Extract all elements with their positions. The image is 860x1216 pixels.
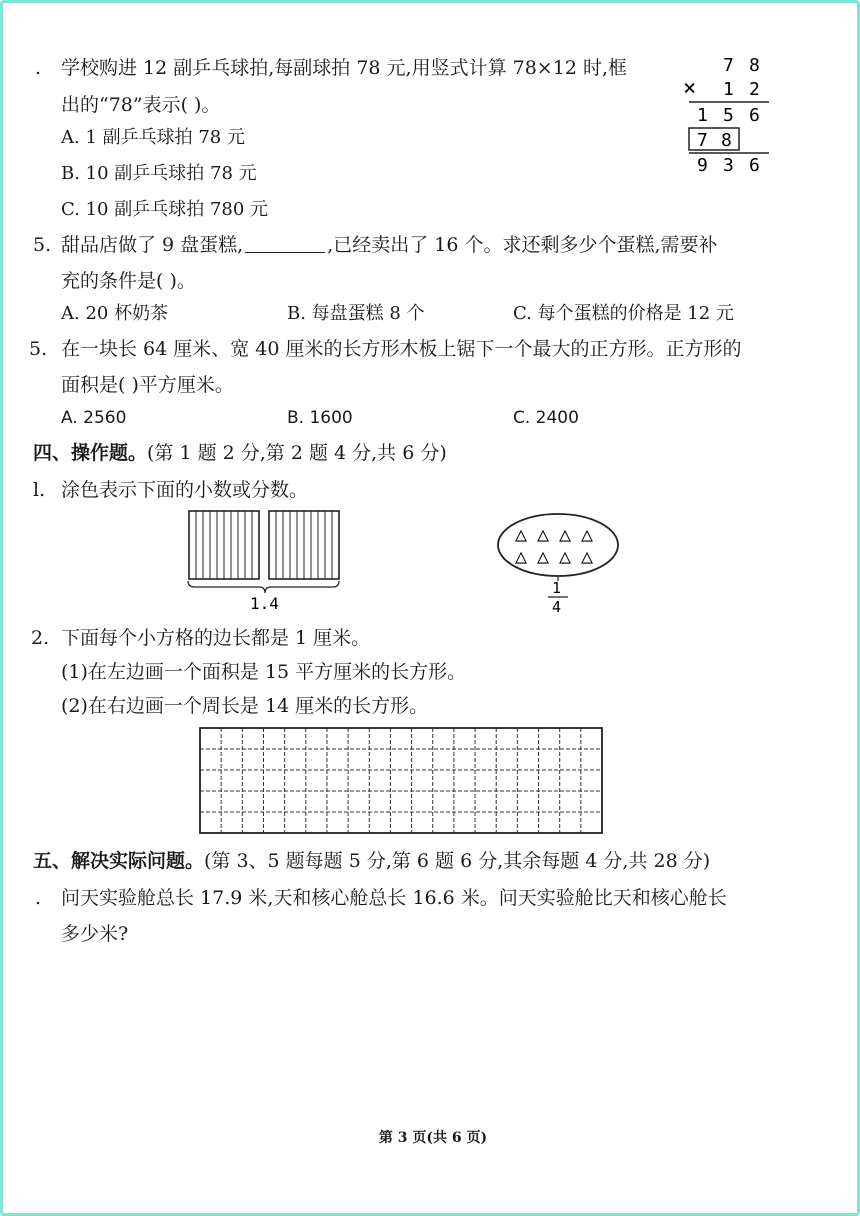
q4-option-b[interactable]: B. 10 副乒乓球拍 78 元: [61, 163, 257, 184]
q4-text-line2: 出的“78”表示( )。: [61, 94, 221, 116]
triangle-shape[interactable]: △: [515, 544, 528, 568]
calc-digit: 1: [723, 79, 734, 100]
triangle-shape[interactable]: △: [581, 522, 594, 546]
q5-text-line2: 充的条件是( )。: [61, 270, 196, 292]
triangle-shape[interactable]: △: [537, 522, 550, 546]
calc-digit: 5: [723, 105, 734, 126]
decimal-strips-figure[interactable]: [183, 509, 353, 615]
q5-option-b[interactable]: B. 每盘蛋糕 8 个: [287, 303, 425, 324]
q6-option-c[interactable]: C. 2400: [513, 408, 579, 428]
decimal-label: 1.4: [250, 594, 279, 613]
q4-text-line1: 学校购进 12 副乒乓球拍,每副球拍 78 元,用竖式计算 78×12 时,框: [61, 57, 627, 79]
calc-digit: 8: [721, 130, 732, 151]
q6-text-line2: 面积是( )平方厘米。: [61, 374, 234, 396]
q4-number: .: [35, 57, 42, 79]
section5-title: 五、解决实际问题。: [33, 850, 205, 872]
calc-digit: 2: [749, 79, 760, 100]
op2-number: 2.: [31, 627, 50, 649]
triangle-shape[interactable]: △: [559, 544, 572, 568]
op2-text: 下面每个小方格的边长都是 1 厘米。: [61, 627, 371, 649]
q6-option-a[interactable]: A. 2560: [61, 408, 127, 428]
triangle-group[interactable]: [515, 522, 593, 568]
square-grid[interactable]: [199, 727, 605, 837]
q5-option-a[interactable]: A. 20 杯奶茶: [61, 303, 169, 324]
q5-fill-blank[interactable]: [245, 252, 325, 253]
q5-text-part2: ,已经卖出了 16 个。求还剩多少个蛋糕,需要补: [327, 234, 718, 256]
calc-digit: 1: [697, 105, 708, 126]
op2-sub2: (2)在右边画一个周长是 14 厘米的长方形。: [61, 695, 429, 717]
tenths-strip-left[interactable]: [189, 511, 259, 579]
calc-digit: 3: [723, 155, 734, 176]
grid-border: [200, 728, 602, 833]
calc-digit: 9: [697, 155, 708, 176]
calc-digit: 8: [749, 55, 760, 76]
vertical-multiplication: [673, 49, 783, 179]
triangle-shape[interactable]: △: [537, 544, 550, 568]
section4-title: 四、操作题。: [33, 442, 148, 464]
q6-number: 5.: [29, 338, 48, 360]
q6-text-line1: 在一块长 64 厘米、宽 40 厘米的长方形木板上锯下一个最大的正方形。正方形的: [61, 338, 742, 360]
q5-text-line1: [61, 232, 718, 258]
page-footer: 第 3 页(共 6 页): [378, 1130, 488, 1146]
calc-digit: 6: [749, 105, 760, 126]
q4-option-a[interactable]: A. 1 副乒乓球拍 78 元: [61, 127, 245, 148]
op1-number: l.: [33, 479, 46, 501]
fraction-numerator: 1: [552, 579, 562, 597]
p1-text-line2: 多少米?: [61, 923, 129, 945]
q5-number: 5.: [33, 234, 52, 256]
triangle-shape[interactable]: △: [559, 522, 572, 546]
p1-text-line1: 问天实验舱总长 17.9 米,天和核心舱总长 16.6 米。问天实验舱比天和核心舱长: [61, 887, 727, 909]
calc-digit: 7: [697, 130, 708, 151]
q5-option-c[interactable]: C. 每个蛋糕的价格是 12 元: [513, 303, 734, 324]
op2-sub1: (1)在左边画一个面积是 15 平方厘米的长方形。: [61, 661, 467, 683]
calc-digit: 6: [749, 155, 760, 176]
section4-note: (第 1 题 2 分,第 2 题 4 分,共 6 分): [147, 442, 447, 464]
p1-answer-area[interactable]: [61, 958, 801, 1108]
triangle-shape[interactable]: △: [581, 544, 594, 568]
q6-option-b[interactable]: B. 1600: [287, 408, 353, 428]
section4-heading: [33, 440, 447, 466]
fraction-denominator: 4: [552, 598, 562, 616]
calc-digit: 7: [723, 55, 734, 76]
brace: [188, 581, 339, 593]
multiply-sign: ×: [683, 76, 697, 101]
p1-number: .: [35, 887, 42, 909]
fraction-figure[interactable]: [495, 511, 625, 617]
section5-note: (第 3、5 题每题 5 分,第 6 题 6 分,其余每题 4 分,共 28 分): [204, 850, 711, 872]
triangle-shape[interactable]: △: [515, 522, 528, 546]
grid-lines: [200, 728, 602, 833]
section5-heading: [33, 848, 710, 874]
tenths-strip-right[interactable]: [269, 511, 339, 579]
q4-option-c[interactable]: C. 10 副乒乓球拍 780 元: [61, 199, 268, 220]
op1-text: 涂色表示下面的小数或分数。: [61, 479, 309, 501]
q5-text-part1: 甜品店做了 9 盘蛋糕,: [61, 234, 244, 256]
